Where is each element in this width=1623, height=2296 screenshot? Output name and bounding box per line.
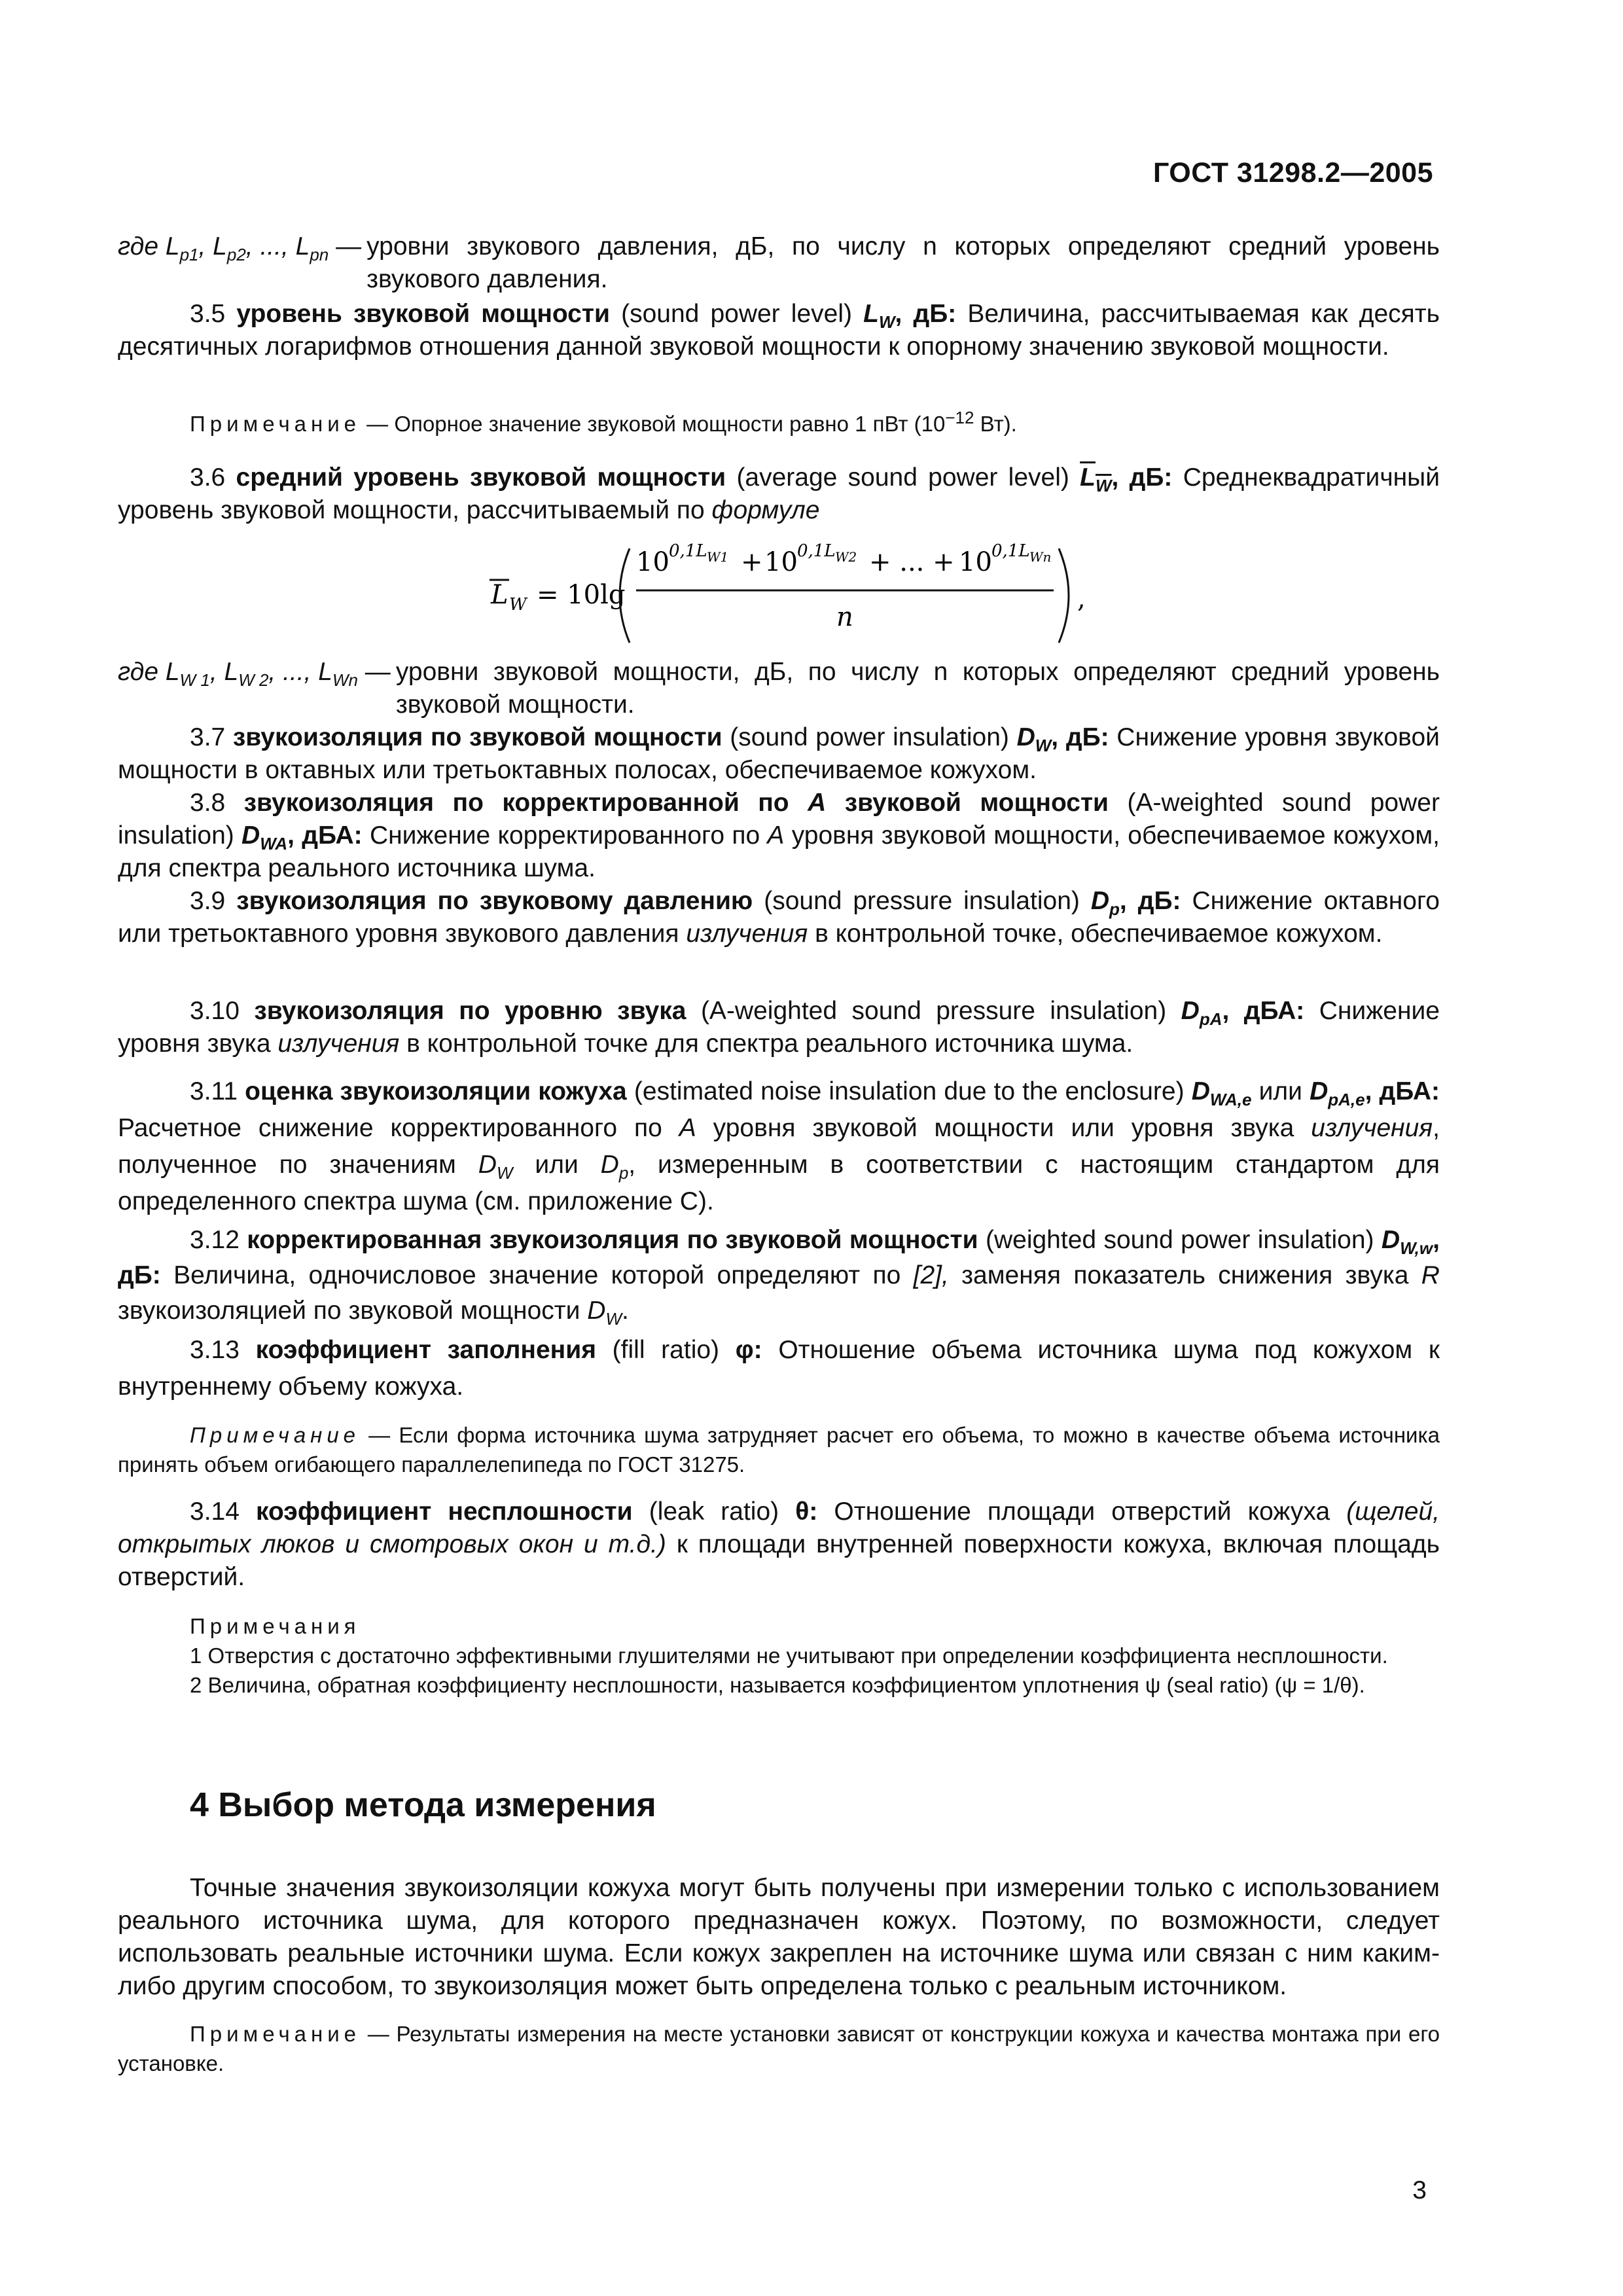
note-1: 1 Отверстия с достаточно эффективными глушителями не учитывают при определении коэффициента несплошности. — [190, 1643, 1388, 1668]
section-heading: 4 Выбор метода измерения — [190, 1786, 656, 1824]
term-en: (average sound power level) — [736, 463, 1069, 492]
notes-label: Примечания — [190, 1614, 361, 1638]
where-lead: где $L_{W 1}$, $L_{W 2}$, ..., $L_{Wn}$ — — [118, 658, 391, 690]
page-number: 3 — [1412, 2176, 1427, 2204]
term1-sub: W1 — [707, 549, 729, 565]
termn-sub: Wn — [1029, 549, 1052, 565]
definition-3-11: 3.11 оценка звукоизоляции кожуха (estimated noise insulation due to the enclosure) $D_{WA,e}$ или $D_{pA,e}$, дБА: Расчетное снижение корректированного по A уровня звуковой мощности или уровня звука излучения, полученное по значениям $D_W$ или $D_p$, измеренным в соответствии с настоящим стандартом для определенного спектра шума (см. приложение С). — [118, 1077, 1440, 1215]
formula-lhs-sub: W — [509, 595, 527, 615]
definition-3-6: 3.6 средний уровень звуковой мощности (average sound power level) $L_W$, дБ: Среднеквадратичный уровень звуковой мощности, рассчитываемый по формуле — [118, 463, 1440, 524]
formula-average-power-level — [484, 530, 1086, 655]
definition-3-5: 3.5 уровень звуковой мощности (sound power level) $L_W$, дБ: Величина, рассчитываемая как десять десятичных логарифмов отношения данной звуковой мощности к опорному значению звуковой мощности. — [118, 300, 1440, 361]
where-text: уровни звукового давления, дБ, по числу n которых определяют средний уровень звукового давления. — [366, 232, 1440, 293]
term: звукоизоляция по корректированной по A звуковой мощности — [243, 789, 1109, 817]
term: оценка звукоизоляции кожуха — [245, 1077, 627, 1105]
note-label: Примечание — [190, 412, 361, 436]
note-2: 2 Величина, обратная коэффициенту несплошности, называется коэффициентом уплотнения ψ (seal ratio) (ψ = 1/θ). — [190, 1673, 1365, 1697]
plus-1: + — [741, 547, 763, 577]
note-3-5: Примечание — Опорное значение звуковой мощности равно 1 пВт ($10^{-12}$ Вт). — [190, 408, 1017, 436]
definition-3-12: 3.12 корректированная звукоизоляция по звуковой мощности (weighted sound power insulation) $D_{W,w}$, дБ: Величина, одночисловое значение которой определяют по [2], заменяя показатель снижения звука R звукоизоляцией по звуковой мощности $D_W$. — [118, 1226, 1440, 1329]
note-label: Примечание — [190, 1423, 361, 1447]
term2-exp: 0,1L — [797, 541, 836, 561]
definition-3-8: 3.8 звукоизоляция по корректированной по A звуковой мощности (A-weighted sound power insulation) $D_{WA}$, дБА: Снижение корректированного по A уровня звуковой мощности, обеспечиваемое кожухом, для спектра реального источника шума. — [118, 789, 1440, 882]
section-4-note: Примечание — Результаты измерения на месте установки зависят от конструкции кожуха и качества монтажа при его установке. — [118, 2022, 1440, 2075]
term: звукоизоляция по звуковому давлению — [236, 887, 753, 915]
term-en: (sound power level) — [621, 300, 852, 328]
definition-3-9: 3.9 звукоизоляция по звуковому давлению (sound pressure insulation) $D_p$, дБ: Снижение октавного или третьоктавного уровня звукового давления излучения в контрольной точке, обеспечиваемое кожухом. — [118, 887, 1440, 948]
formula-denominator: n — [836, 602, 853, 632]
definition-3-14: 3.14 коэффициент несплошности (leak ratio) θ: Отношение площади отверстий кожуха (щелей, открытых люков и смотровых окон и т.д.) к площади внутренней поверхности кожуха, включая площадь отверстий. — [118, 1498, 1440, 1591]
formula-svg — [484, 530, 1086, 655]
where-lead: где $L_{p1}$, $L_{p2}$, ..., $L_{pn}$ — — [118, 232, 362, 264]
term: средний уровень звуковой мощности — [236, 463, 726, 492]
definition-3-7: 3.7 звукоизоляция по звуковой мощности (sound power insulation) $D_W$, дБ: Снижение уровня звуковой мощности в октавных или третьоктавных полосах, обеспечиваемое кожухом. — [118, 723, 1440, 784]
term: уровень звуковой мощности — [236, 300, 610, 328]
termn-exp: 0,1L — [991, 541, 1030, 561]
term: звукоизоляция по звуковой мощности — [232, 723, 722, 751]
note-3-13: Примечание — Если форма источника шума затрудняет расчет его объема, то можно в качестве объема источника принять объем огибающего параллелепипеда по ГОСТ 31275. — [118, 1423, 1440, 1477]
term: корректированная звукоизоляция по звуковой мощности — [247, 1226, 978, 1254]
section-4-paragraph: Точные значения звукоизоляции кожуха могут быть получены при измерении только с использованием реального источника шума, для которого предназначен кожух. Поэтому, по возможности, следует использовать реальные источники шума. Если кожух закреплен на источнике шума или связан с ним каким-либо другим способом, то звукоизоляция может быть определена только с реальным источником. — [118, 1874, 1440, 2000]
right-paren-icon — [1059, 548, 1069, 643]
term: коэффициент несплошности — [255, 1498, 633, 1526]
ellipsis: + ... + — [869, 547, 955, 577]
term1-base: 10 — [636, 547, 669, 577]
term2-base: 10 — [764, 547, 798, 577]
term2-sub: W2 — [835, 549, 857, 565]
where-text: уровни звуковой мощности, дБ, по числу n которых определяют средний уровень звуковой мощности. — [395, 658, 1440, 719]
termn-base: 10 — [959, 547, 992, 577]
formula-tail: , — [1077, 584, 1086, 614]
document-number: ГОСТ 31298.2—2005 — [1152, 157, 1433, 188]
where-clause-lp — [118, 230, 1440, 296]
formula-eq: = 10lg — [537, 580, 626, 610]
term: звукоизоляция по уровню звука — [254, 997, 687, 1025]
term: коэффициент заполнения — [255, 1336, 596, 1364]
definition-3-10: 3.10 звукоизоляция по уровню звука (A-weighted sound pressure insulation) $D_{pA}$, дБА: Снижение уровня звука излучения в контрольной точке для спектра реального источника шума. — [118, 997, 1440, 1058]
term1-exp: 0,1L — [669, 541, 707, 561]
note-label: Примечание — [190, 2022, 361, 2046]
where-clause-lw — [118, 656, 1440, 721]
definition-3-13: 3.13 коэффициент заполнения (fill ratio) φ: Отношение объема источника шума под кожухом к внутреннему объему кожуха. — [118, 1336, 1440, 1401]
notes-3-14 — [118, 1611, 1440, 1700]
formula-lhs: L — [491, 580, 508, 610]
definition-text: Величина, рассчитываемая как десять десятичных логарифмов отношения данной звуковой мощности к опорному значению звуковой мощности. — [118, 300, 1440, 361]
